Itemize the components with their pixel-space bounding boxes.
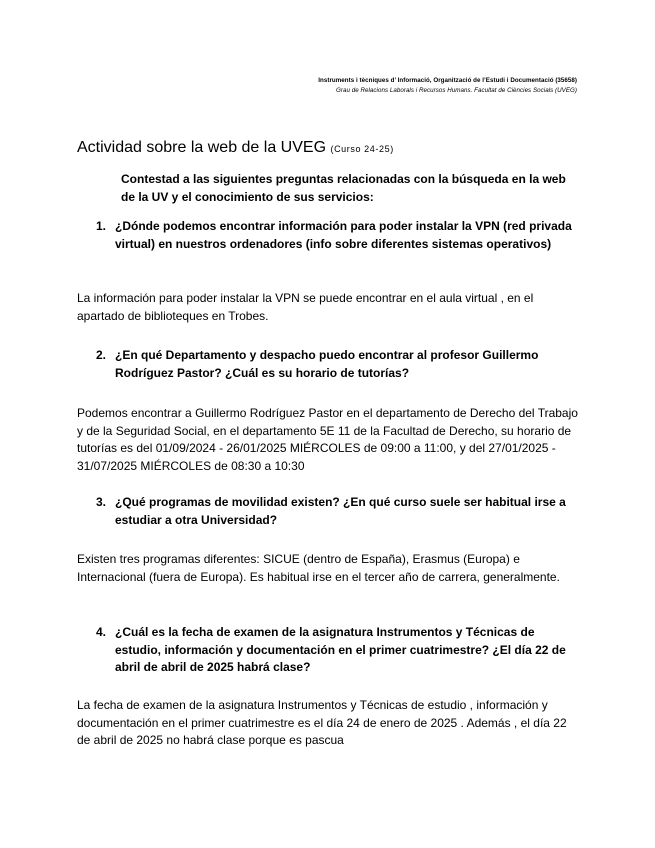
question-text: ¿Cuál es la fecha de examen de la asignatura Instrumentos y Técnicas de estudio, información y documentación en el primer cuatrimestre? ¿El día 22 de abril de abril de 2025 habrá clase? <box>115 625 566 674</box>
question-1 <box>96 218 578 253</box>
question-text: ¿Qué programas de movilidad existen? ¿En qué curso suele ser habitual irse a estudiar a otra Universidad? <box>115 495 566 527</box>
question-number: 3. <box>96 495 107 509</box>
title-course: (Curso 24-25) <box>330 144 394 154</box>
question-4 <box>96 624 578 677</box>
question-text: ¿Dónde podemos encontrar información para poder instalar la VPN (red privada virtual) en nuestros ordenadores (info sobre diferentes sistemas operativos) <box>115 219 572 251</box>
header-course-line: Instruments i tècniques d’ Informació, Organització de l’Estudi i Documentació (35658) <box>318 77 577 84</box>
answer-1: La información para poder instalar la VPN se puede encontrar en el aula virtual , en el apartado de biblioteques en Trobes. <box>77 291 534 323</box>
question-3 <box>96 494 578 529</box>
question-2 <box>96 347 578 382</box>
question-number: 1. <box>96 219 107 233</box>
answer-2: Podemos encontrar a Guillermo Rodríguez Pastor en el departamento de Derecho del Trabajo y de la Seguridad Social, en el departamento 5E 11 de la Facultad de Derecho, su horario de tutorías es del 01/09/2024 - 26/01/2025 MIÉRCOLES de 09:00 a 11:00, y del 27/01/2025 - 31/07/2025 MIÉRCOLES de 08:30 a 10:30 <box>77 406 578 473</box>
question-text: ¿En qué Departamento y despacho puedo encontrar al profesor Guillermo Rodríguez Pastor? ¿Cuál es su horario de tutorías? <box>115 348 539 380</box>
question-number: 2. <box>96 348 107 362</box>
answer-4: La fecha de examen de la asignatura Instrumentos y Técnicas de estudio , información y documentación en el primer cuatrimestre es el día 24 de enero de 2025 . Además , el día 22 de abril de 2025 no habrá clase porque es pascua <box>77 698 567 747</box>
instructions-text: Contestad a las siguientes preguntas relacionadas con la búsqueda en la web de la UV y el conocimiento de sus servicios: <box>121 172 566 204</box>
document-header <box>157 76 577 96</box>
answer-3: Existen tres programas diferentes: SICUE (dentro de España), Erasmus (Europa) e Internacional (fuera de Europa). Es habitual irse en el tercer año de carrera, generalmente. <box>77 552 560 584</box>
page-title <box>77 138 394 159</box>
header-faculty-line: Grau de Relacions Laborals i Recursos Humans. Facultat de Ciències Socials (UVEG) <box>336 87 577 94</box>
question-number: 4. <box>96 625 107 639</box>
title-main: Actividad sobre la web de la UVEG <box>77 139 327 156</box>
